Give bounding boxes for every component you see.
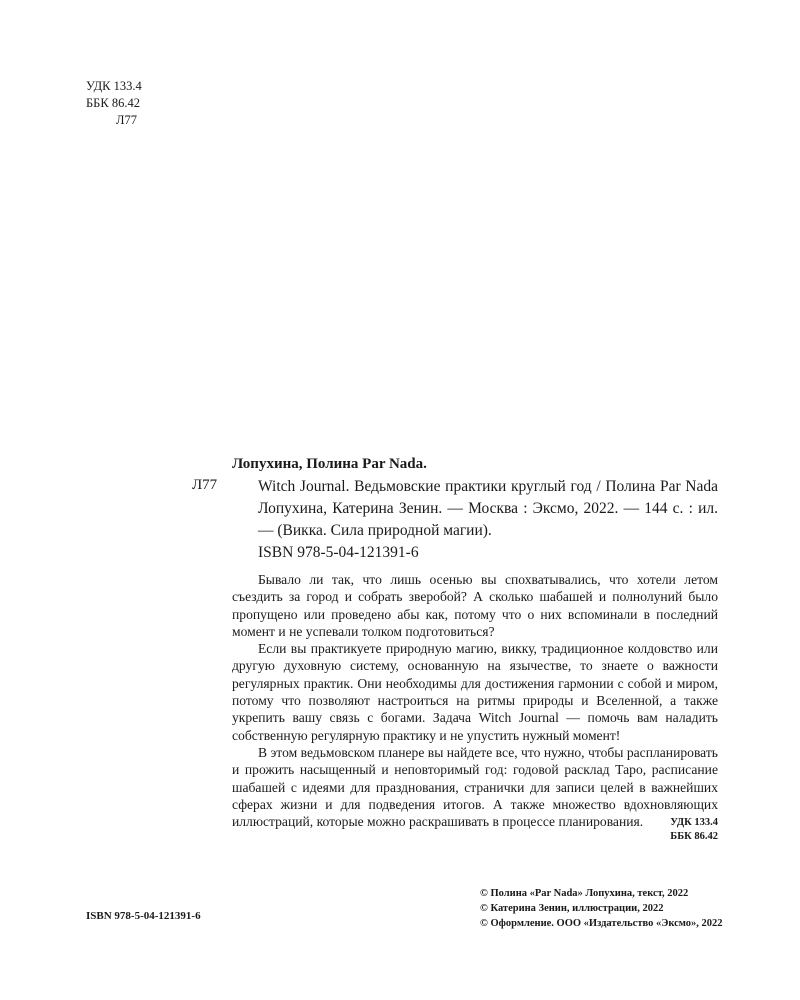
copyright-block <box>480 886 723 931</box>
description-text: Witch Journal. Ведьмовские практики круглый год / Полина Par Nada Лопухина, Катерина Зенин. — Москва : Эксмо, 2022. — 144 с. : ил. — (Викка. Сила природной магии). <box>258 478 718 539</box>
annotation-paragraph: Бывало ли так, что лишь осенью вы спохватывались, что хотели летом съездить за город и собрать зверобой? А сколько шабашей и полнолуний было пропущено или проведено абы как, потому что о них вспоминали в последний момент и не успевали толком подготовиться? <box>232 572 718 639</box>
author-sign: Л77 <box>116 113 137 127</box>
bibliographic-description <box>258 476 718 542</box>
classification-codes-right <box>670 816 718 844</box>
copyright-line: © Оформление. ООО «Издательство «Эксмо», 2022 <box>480 918 723 929</box>
isbn-footer: ISBN 978-5-04-121391-6 <box>86 910 201 922</box>
annotation-paragraph: Если вы практикуете природную магию, викку, традиционное колдовство или другую духовную систему, основанную на язычестве, то знаете о важности регулярных практик. Они необходимы для достижения гармонии с собой и миром, потому что позволяют настроиться на ритмы природы и Вселенной, а также укрепить вашу связь с богами. Задача Witch Journal — помочь вам наладить собственную регулярную практику и не упустить нужный момент! <box>232 641 718 743</box>
bbk-code: ББК 86.42 <box>86 96 140 110</box>
udk-code: УДК 133.4 <box>86 79 142 93</box>
classification-codes <box>86 78 142 129</box>
annotation-paragraph: В этом ведьмовском планере вы найдете все, что нужно, чтобы распланировать и прожить насыщенный и неповторимый год: годовой расклад Таро, расписание шабашей с идеями для празднования, странички для записи целей в важнейших сферах жизни и для подведения итогов. А также множество вдохновляющих иллюстраций, которые можно раскрашивать в процессе планирования. <box>232 744 718 830</box>
isbn-record: ISBN 978-5-04-121391-6 <box>258 544 419 561</box>
author-sigla: Л77 <box>192 477 218 493</box>
udk-code-right: УДК 133.4 <box>670 817 718 828</box>
bbk-code-right: ББК 86.42 <box>670 831 718 842</box>
author-heading: Лопухина, Полина Par Nada. <box>232 456 427 472</box>
annotation <box>232 571 718 830</box>
copyright-line: © Полина «Par Nada» Лопухина, текст, 2022 <box>480 888 689 899</box>
copyright-line: © Катерина Зенин, иллюстрации, 2022 <box>480 903 664 914</box>
